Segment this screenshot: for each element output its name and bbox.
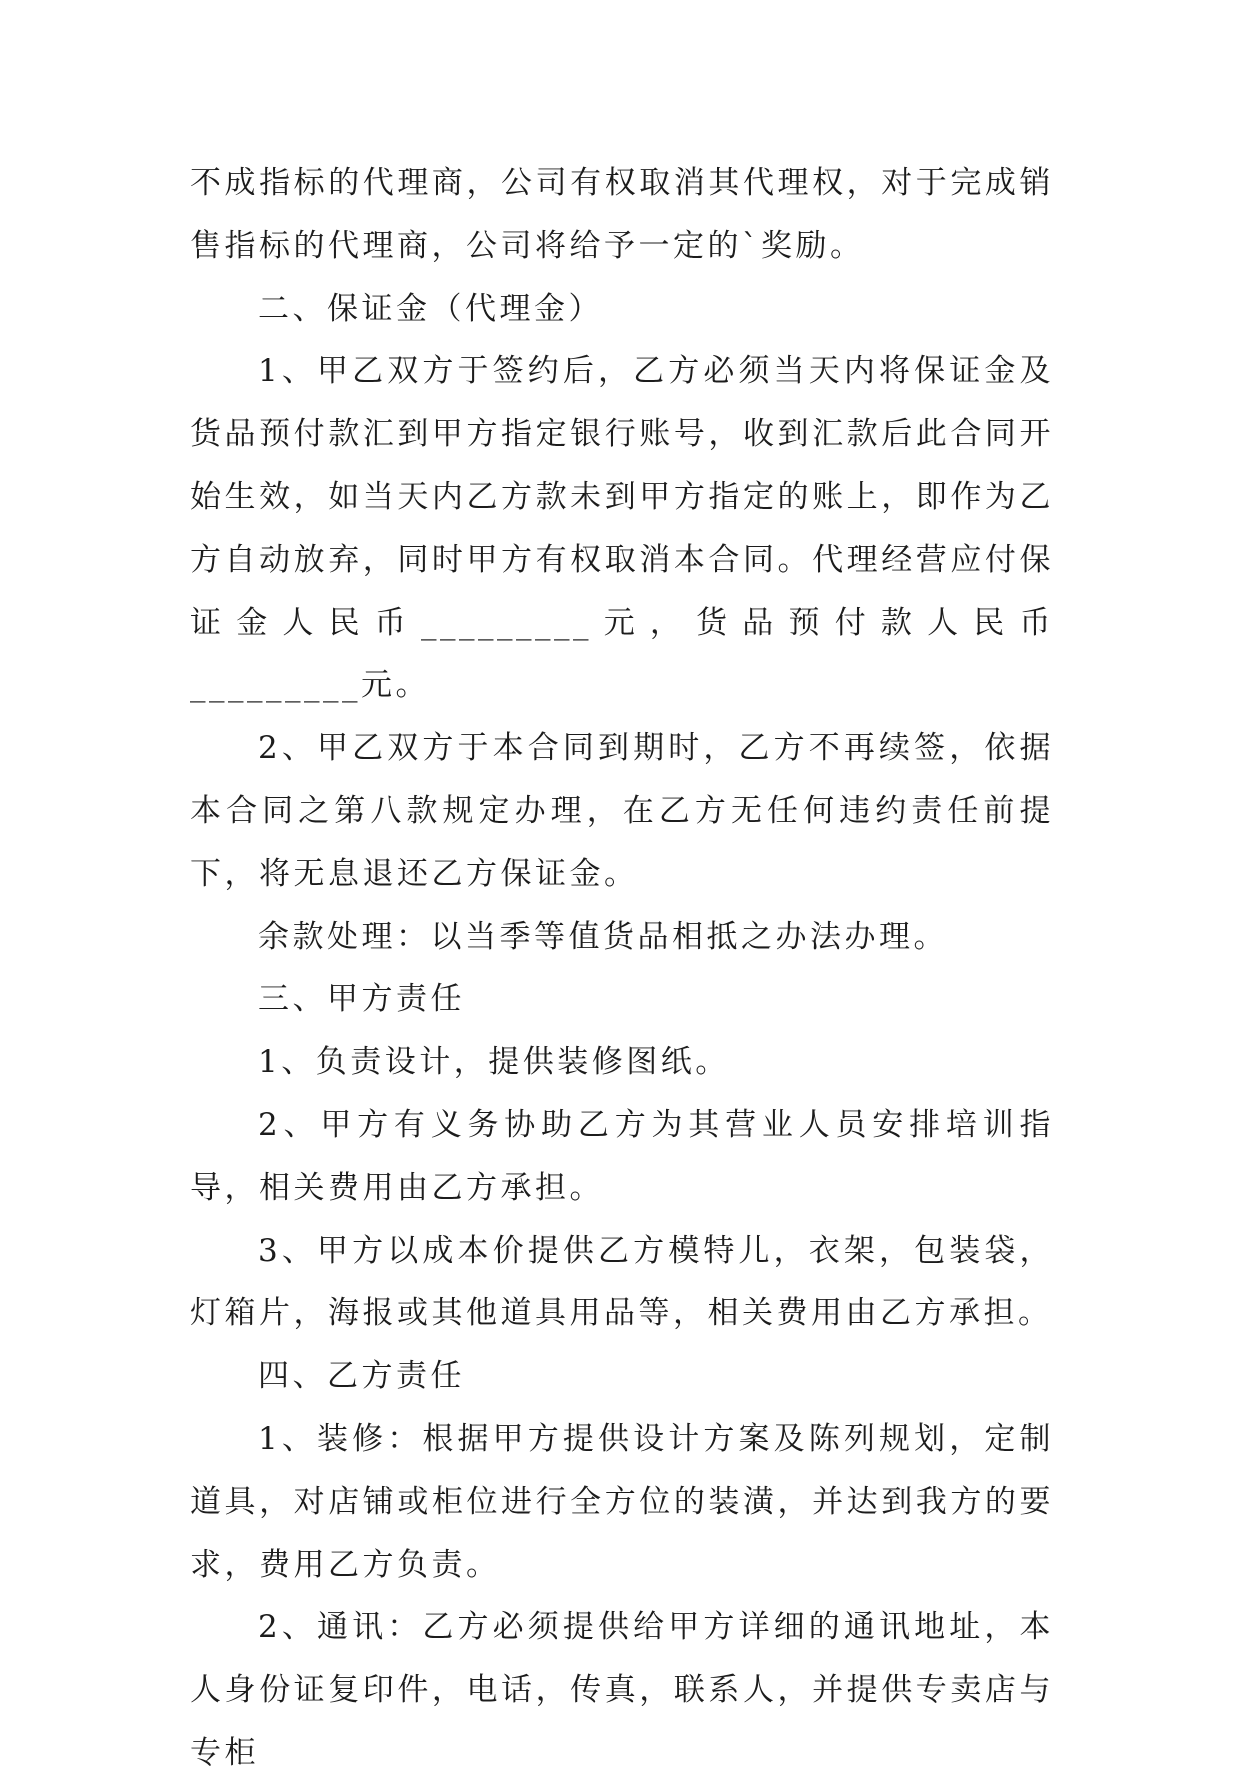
clause-party-b-1: 1、装修：根据甲方提供设计方案及陈列规划，定制道具，对店铺或柜位进行全方位的装潢，并达到我方的要求，费用乙方负责。: [190, 1420, 1054, 1583]
document-page: [190, 152, 1054, 1785]
section-heading-party-a: 三、甲方责任: [258, 981, 465, 1018]
clause-deposit-2: 2、甲乙双方于本合同到期时，乙方不再续签，依据本合同之第八款规定办理，在乙方无任何违约责任前提下，将无息退还乙方保证金。: [190, 730, 1054, 892]
paragraph-continuation: 不成指标的代理商，公司有权取消其代理权，对于完成销售指标的代理商，公司将给予一定的`奖励。: [190, 165, 1054, 264]
clause-party-a-3: 3、甲方以成本价提供乙方模特儿，衣架，包装袋，灯箱片，海报或其他道具用品等，相关费用由乙方承担。: [190, 1232, 1054, 1332]
clause-deposit-1: 1、甲乙双方于签约后，乙方必须当天内将保证金及货品预付款汇到甲方指定银行账号，收到汇款后此合同开始生效，如当天内乙方款未到甲方指定的账上，即作为乙方自动放弃，同时甲方有权取消本合同。代理经营应付保证金人民币_________元，货品预付款人民币 _________元。: [190, 353, 1054, 704]
clause-party-b-2: 2、通讯：乙方必须提供给甲方详细的通讯地址，本人身份证复印件，电话，传真，联系人，并提供专卖店与专柜: [190, 1609, 1054, 1771]
clause-balance-handling: 余款处理：以当季等值货品相抵之办法办理。: [258, 918, 948, 955]
section-heading-party-b: 四、乙方责任: [258, 1358, 465, 1395]
clause-party-a-2: 2、甲方有义务协助乙方为其营业人员安排培训指导，相关费用由乙方承担。: [190, 1106, 1054, 1206]
clause-party-a-1: 1、负责设计，提供装修图纸。: [258, 1044, 730, 1081]
section-heading-deposit: 二、保证金（代理金）: [258, 290, 603, 327]
